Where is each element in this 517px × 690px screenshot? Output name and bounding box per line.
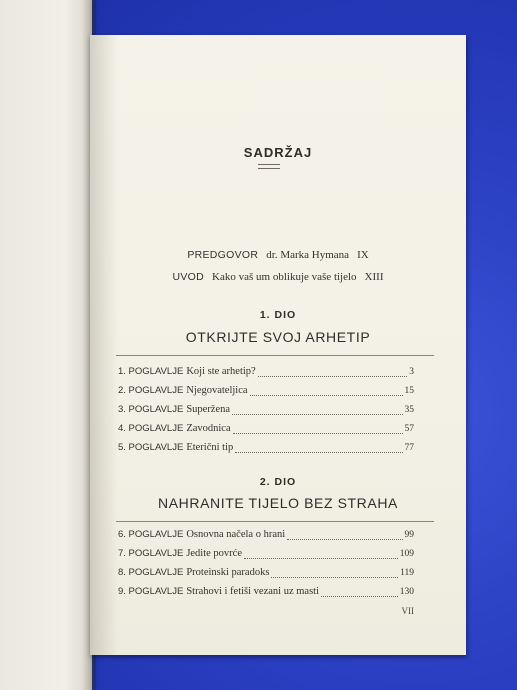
intro-label: UVOD [172, 271, 205, 283]
chapter-page: 15 [404, 386, 414, 396]
part-2-title: NAHRANITE TIJELO BEZ STRAHA [158, 495, 398, 511]
chapter-name: Jedite povrće [186, 548, 242, 559]
chapter-name: Koji ste arhetip? [186, 366, 256, 377]
chapter-number: 7. POGLAVLJE [118, 548, 184, 559]
chapter-number: 5. POGLAVLJE [118, 442, 184, 453]
chapter-page: 77 [404, 443, 414, 453]
toc-entry [118, 567, 414, 581]
chapter-number: 1. POGLAVLJE [118, 366, 184, 377]
contents-title: SADRŽAJ [243, 145, 313, 160]
chapter-name: Osnovna načela o hrani [186, 529, 286, 540]
leader-dots [232, 413, 402, 415]
chapter-page: 119 [400, 568, 414, 578]
chapter-name: Njegovateljica [186, 385, 248, 396]
chapter-page: 99 [404, 530, 414, 540]
chapter-name: Zavodnica [186, 423, 231, 434]
preface-text: dr. Marka Hymana [266, 249, 350, 261]
contents-page [90, 35, 466, 655]
title-double-rule [258, 164, 280, 169]
leader-dots [258, 375, 408, 377]
toc-entry [118, 442, 414, 456]
chapter-number: 6. POGLAVLJE [118, 529, 184, 540]
leader-dots [321, 595, 398, 597]
part-1-label: 1. DIO [259, 309, 297, 321]
chapter-number: 3. POGLAVLJE [118, 404, 184, 415]
book-cover-left [0, 0, 92, 690]
chapter-page: 109 [399, 549, 414, 559]
chapter-page: 57 [404, 424, 414, 434]
toc-entry [118, 385, 414, 399]
chapter-number: 2. POGLAVLJE [118, 385, 184, 396]
chapter-page: 35 [404, 405, 414, 415]
toc-entry [118, 423, 414, 437]
chapter-number: 8. POGLAVLJE [118, 567, 184, 578]
leader-dots [244, 557, 398, 559]
page-folio: VII [401, 606, 414, 616]
toc-entry [118, 529, 414, 543]
chapter-page: 130 [399, 587, 414, 597]
leader-dots [233, 432, 403, 434]
chapter-number: 4. POGLAVLJE [118, 423, 184, 434]
preface-label: PREDGOVOR [187, 249, 259, 261]
part-2-label: 2. DIO [259, 476, 297, 488]
leader-dots [250, 394, 403, 396]
chapter-name: Strahovi i fetiši vezani uz masti [186, 586, 319, 597]
intro-text: Kako vaš um oblikuje vaše tijelo [212, 271, 357, 283]
part-2-rule [116, 521, 434, 522]
part-1-title: OTKRIJTE SVOJ ARHETIP [185, 329, 371, 345]
toc-entry [118, 366, 414, 380]
leader-dots [287, 538, 402, 540]
chapter-name: Superžena [186, 404, 231, 415]
toc-entry [118, 586, 414, 600]
intro-page: XIII [364, 271, 384, 283]
chapter-number: 9. POGLAVLJE [118, 586, 184, 597]
leader-dots [235, 451, 402, 453]
part-1-rule [116, 355, 434, 356]
toc-entry [118, 548, 414, 562]
chapter-page: 3 [409, 367, 414, 377]
chapter-name: Proteinski paradoks [186, 567, 270, 578]
preface-page: IX [357, 249, 369, 261]
chapter-name: Eterični tip [186, 442, 234, 453]
toc-entry [118, 404, 414, 418]
leader-dots [271, 576, 398, 578]
front-matter-intro [90, 271, 466, 283]
front-matter-preface [90, 249, 466, 261]
